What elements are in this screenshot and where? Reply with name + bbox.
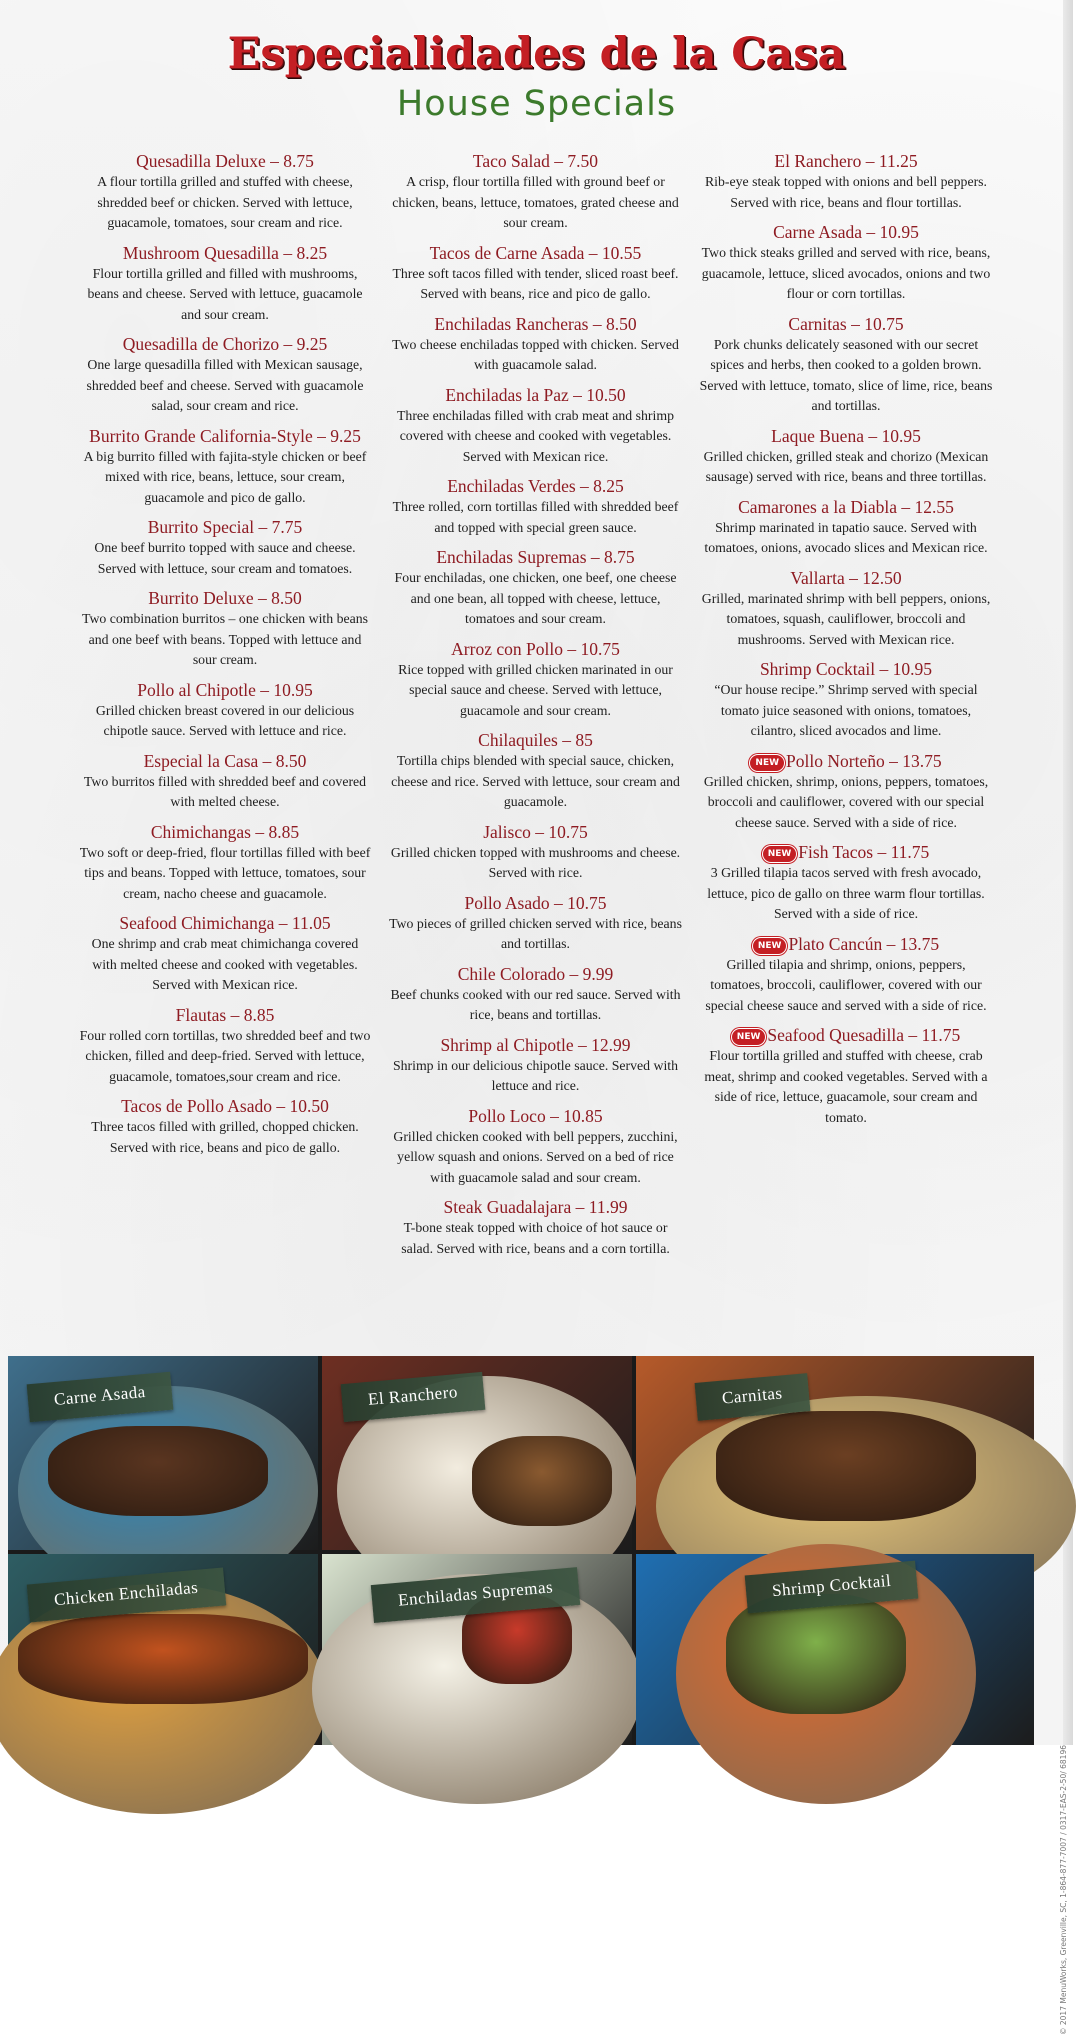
- menu-item: [389, 892, 683, 955]
- menu-item-description: Two thick steaks grilled and served with rice, beans, guacamole, lettuce, sliced avocados, onions and two flour or corn tortillas.: [701, 245, 991, 301]
- menu-item: [699, 496, 993, 559]
- menu-item-title: Enchiladas Supremas – 8.75: [436, 547, 635, 567]
- menu-item-description: Grilled chicken topped with mushrooms and cheese. Served with rice.: [390, 844, 681, 880]
- menu-item-name: [389, 638, 683, 660]
- menu-item-name: [699, 221, 993, 243]
- menu-item-name: [78, 242, 372, 264]
- new-badge: NEW: [763, 846, 797, 862]
- menu-item-description: One large quesadilla filled with Mexican sausage, shredded beef and cheese. Served with guacamole salad, sour cream and rice.: [86, 357, 364, 413]
- menu-item-description: Flour tortilla grilled and stuffed with cheese, crab meat, shrimp and cooked vegetables. Served with a side of rice, lettuce, guacamole, sour cream and tomato.: [704, 1048, 988, 1125]
- menu-item-title: Camarones a la Diabla – 12.55: [738, 496, 954, 517]
- menu-item-name: [389, 892, 683, 914]
- menu-item-name: [699, 567, 993, 589]
- menu-item-title: Tacos de Carne Asada – 10.55: [429, 242, 642, 263]
- menu-item-title: Seafood Chimichanga – 11.05: [119, 913, 331, 933]
- photo-caption: Enchiladas Supremas: [371, 1567, 581, 1623]
- menu-item-title: Burrito Special – 7.75: [147, 517, 303, 537]
- menu-item-description: A flour tortilla grilled and stuffed with cheese, shredded beef or chicken. Served with lettuce, guacamole, tomatoes, sour cream and rice.: [97, 174, 353, 230]
- menu-item-description: Shrimp marinated in tapatio sauce. Served with tomatoes, onions, avocado slices and Mexican rice.: [704, 519, 988, 555]
- menu-item-title: Pollo Asado – 10.75: [464, 892, 607, 913]
- menu-item-description: Pork chunks delicately seasoned with our secret spices and herbs, then cooked to a golden brown. Served with lettuce, tomato, slice of lime, rice, beans and tortillas.: [699, 336, 993, 413]
- menu-item: [699, 425, 993, 488]
- menu-item-title: Vallarta – 12.50: [790, 567, 902, 588]
- menu-item-name: [78, 1004, 372, 1026]
- menu-item-name: [389, 963, 683, 985]
- menu-item-name: [78, 1095, 372, 1117]
- menu-item-title: Carnitas – 10.75: [788, 313, 904, 334]
- menu-item: [78, 587, 372, 671]
- menu-item-name: [699, 1024, 993, 1046]
- menu-item-title: Pollo al Chipotle – 10.95: [137, 679, 313, 700]
- menu-item-title: Enchiladas Verdes – 8.25: [447, 476, 624, 496]
- menu-item: [389, 384, 683, 468]
- menu-item-name: [699, 750, 993, 772]
- menu-item-name: [389, 1105, 683, 1127]
- menu-item: [389, 150, 683, 234]
- menu-item-title: Steak Guadalajara – 11.99: [443, 1197, 628, 1217]
- menu-item-name: [78, 425, 372, 447]
- food-photo: [636, 1356, 1034, 1550]
- menu-item-description: Four rolled corn tortillas, two shredded beef and two chicken, filled and deep-fried. Served with lettuce, guacamole, tomatoes,sour cream and rice.: [79, 1027, 371, 1084]
- menu-item-name: [78, 750, 372, 772]
- menu-item: [78, 750, 372, 813]
- menu-item: [78, 242, 372, 326]
- menu-columns: [78, 150, 993, 1345]
- menu-column: [699, 150, 993, 1345]
- menu-item-description: Shrimp in our delicious chipotle sauce. Served with lettuce and rice.: [392, 1057, 679, 1093]
- menu-item-name: [389, 1196, 683, 1218]
- food-shape: [18, 1614, 308, 1704]
- menu-item-description: Two pieces of grilled chicken served with rice, beans and tortillas.: [389, 915, 682, 951]
- menu-item-description: Tortilla chips blended with special sauce, chicken, cheese and rice. Served with lettuce, sour cream and guacamole.: [391, 753, 680, 809]
- menu-item-description: Grilled chicken cooked with bell peppers, zucchini, yellow squash and onions. Served on a bed of rice with guacamole salad and sour cream.: [393, 1128, 678, 1185]
- menu-item-title: Enchiladas la Paz – 10.50: [445, 384, 626, 405]
- menu-item-name: [78, 912, 372, 934]
- menu-column: [389, 150, 683, 1345]
- menu-item-description: One beef burrito topped with sauce and cheese. Served with lettuce, sour cream and tomatoes.: [94, 540, 356, 576]
- menu-item-description: Three enchiladas filled with crab meat and shrimp covered with cheese and cooked with vegetables. Served with Mexican rice.: [397, 407, 674, 464]
- menu-item: [699, 313, 993, 417]
- menu-item-name: [389, 821, 683, 843]
- food-photo: [636, 1554, 1034, 1745]
- food-photo: [8, 1356, 318, 1550]
- menu-item-title: Quesadilla Deluxe – 8.75: [136, 151, 314, 171]
- menu-header: [0, 28, 1073, 126]
- menu-item: [699, 1024, 993, 1128]
- photo-caption: El Ranchero: [341, 1372, 486, 1422]
- menu-item-description: Three rolled, corn tortillas filled with shredded beef and topped with special green sauce.: [392, 499, 679, 535]
- menu-item-description: T-bone steak topped with choice of hot sauce or salad. Served with rice, beans and a corn tortilla.: [401, 1220, 670, 1256]
- menu-item-name: [389, 546, 683, 568]
- menu-item: [78, 912, 372, 996]
- title-spanish: Especialidades de la Casa: [227, 29, 846, 79]
- food-shape: [48, 1426, 268, 1516]
- menu-item-name: [389, 475, 683, 497]
- menu-item-title: Burrito Deluxe – 8.50: [148, 588, 302, 608]
- menu-item-description: Flour tortilla grilled and filled with mushrooms, beans and cheese. Served with lettuce, guacamole and sour cream.: [87, 265, 363, 322]
- menu-item-title: Shrimp al Chipotle – 12.99: [440, 1034, 631, 1055]
- menu-item: [699, 567, 993, 651]
- menu-item: [78, 333, 372, 417]
- photo-caption: Carnitas: [695, 1373, 811, 1421]
- menu-item-name: [699, 313, 993, 335]
- menu-item-description: “Our house recipe.” Shrimp served with special tomato juice seasoned with onions, tomatoes, cilantro, sliced avocados and lime.: [714, 682, 978, 738]
- menu-item: [389, 1196, 683, 1259]
- new-badge: NEW: [750, 755, 784, 771]
- photo-caption: Shrimp Cocktail: [745, 1561, 919, 1614]
- menu-item-title: Jalisco – 10.75: [483, 821, 588, 842]
- menu-item: [389, 475, 683, 538]
- food-photo: [322, 1356, 632, 1550]
- menu-item: [699, 150, 993, 213]
- menu-item-title: Burrito Grande California-Style – 9.25: [89, 425, 361, 446]
- menu-item-name: [78, 821, 372, 843]
- menu-item: [78, 821, 372, 905]
- photo-caption: Carne Asada: [27, 1372, 174, 1422]
- menu-item-description: Two cheese enchiladas topped with chicken. Served with guacamole salad.: [392, 336, 679, 372]
- menu-item-description: Rice topped with grilled chicken marinated in our special sauce and cheese. Served with lettuce, guacamole and sour cream.: [398, 661, 673, 718]
- menu-item-title: Taco Salad – 7.50: [472, 151, 599, 171]
- menu-item-name: [699, 658, 993, 680]
- menu-item-name: [389, 150, 683, 172]
- menu-item-title: El Ranchero – 11.25: [774, 151, 918, 171]
- menu-item-name: [389, 1034, 683, 1056]
- title-english: House Specials: [396, 84, 677, 124]
- menu-item-name: [699, 425, 993, 447]
- menu-item: [699, 933, 993, 1017]
- menu-item-description: Two burritos filled with shredded beef and covered with melted cheese.: [83, 773, 367, 809]
- menu-item: [389, 821, 683, 884]
- menu-item-description: Grilled chicken, shrimp, onions, peppers, tomatoes, broccoli and cauliflower, covered with our special cheese sauce. Served with a side of rice.: [703, 773, 989, 830]
- food-photo-strip: [8, 1356, 1034, 1745]
- menu-item-title: Tacos de Pollo Asado – 10.50: [121, 1096, 329, 1116]
- menu-item-title: Pollo Loco – 10.85: [468, 1105, 603, 1126]
- menu-item-name: [78, 587, 372, 609]
- menu-item-title: Chimichangas – 8.85: [150, 821, 300, 842]
- menu-item-title: Chilaquiles – 85: [478, 730, 593, 750]
- menu-item: [78, 150, 372, 234]
- menu-item-name: [389, 729, 683, 751]
- menu-item: [389, 1034, 683, 1097]
- menu-item-description: Grilled chicken, grilled steak and chorizo (Mexican sausage) served with rice, beans and three tortillas.: [703, 448, 989, 484]
- menu-item-name: [699, 496, 993, 518]
- menu-item-title: Flautas – 8.85: [175, 1004, 275, 1025]
- menu-item-title: Quesadilla de Chorizo – 9.25: [122, 334, 328, 354]
- new-badge: NEW: [753, 938, 787, 954]
- menu-item-name: [389, 313, 683, 335]
- new-badge: NEW: [732, 1029, 766, 1045]
- menu-item-description: Beef chunks cooked with our red sauce. Served with rice, beans and tortillas.: [390, 986, 681, 1022]
- menu-item-description: 3 Grilled tilapia tacos served with fresh avocado, lettuce, pico de gallo on three warm flour tortillas. Served with a side of rice.: [707, 865, 985, 921]
- food-photo: [8, 1554, 318, 1745]
- menu-item-title: Especial la Casa – 8.50: [143, 750, 307, 771]
- menu-item: [699, 750, 993, 834]
- menu-item-title: Enchiladas Rancheras – 8.50: [434, 313, 637, 334]
- menu-item-description: Grilled, marinated shrimp with bell peppers, onions, tomatoes, squash, cauliflower, broccoli and mushrooms. Served with Mexican rice.: [701, 590, 991, 647]
- food-shape: [472, 1436, 612, 1526]
- menu-item: [699, 658, 993, 742]
- menu-item-description: Four enchiladas, one chicken, one beef, one cheese and one bean, all topped with cheese, lettuce, tomatoes and sour cream.: [394, 570, 677, 626]
- menu-item-name: [699, 841, 993, 863]
- menu-item: [78, 1004, 372, 1088]
- menu-item-description: Two soft or deep-fried, flour tortillas filled with beef tips and beans. Topped with lettuce, tomatoes, sour cream, nacho cheese and guacamole.: [79, 844, 371, 901]
- menu-item-name: [699, 150, 993, 172]
- menu-item: [699, 841, 993, 925]
- menu-item-name: [78, 150, 372, 172]
- menu-item: [78, 1095, 372, 1158]
- menu-item-description: A big burrito filled with fajita-style chicken or beef mixed with rice, beans, lettuce, sour cream, guacamole and pico de gallo.: [83, 448, 367, 505]
- menu-item-title: Pollo Norteño – 13.75: [786, 750, 942, 771]
- menu-item-title: Plato Cancún – 13.75: [788, 933, 940, 954]
- menu-item: [389, 963, 683, 1026]
- menu-column: [78, 150, 372, 1345]
- menu-item-description: One shrimp and crab meat chimichanga covered with melted cheese and cooked with vegetables. Served with Mexican rice.: [91, 936, 359, 992]
- menu-item-description: Grilled chicken breast covered in our delicious chipotle sauce. Served with lettuce and rice.: [95, 702, 355, 738]
- menu-item: [389, 242, 683, 305]
- menu-item: [389, 729, 683, 813]
- menu-item-title: Mushroom Quesadilla – 8.25: [122, 242, 328, 263]
- copyright-note: © 2017 MenuWorks, Greenville, SC, 1-864-877-7007 / 0317-EAS-2-50/ 68196: [1059, 1745, 1068, 2035]
- menu-item-name: [78, 516, 372, 538]
- menu-item-description: Two combination burritos – one chicken with beans and one beef with beans. Topped with lettuce and sour cream.: [81, 611, 369, 667]
- menu-item: [78, 516, 372, 579]
- menu-item-title: Seafood Quesadilla – 11.75: [767, 1025, 961, 1045]
- menu-item-description: Rib-eye steak topped with onions and bell peppers. Served with rice, beans and flour tortillas.: [704, 174, 987, 210]
- menu-item: [699, 221, 993, 305]
- menu-item-name: [389, 384, 683, 406]
- menu-item-description: Three soft tacos filled with tender, sliced roast beef. Served with beans, rice and pico de gallo.: [392, 265, 679, 301]
- menu-item-name: [78, 679, 372, 701]
- menu-item: [389, 546, 683, 630]
- menu-item-title: Carne Asada – 10.95: [773, 222, 919, 242]
- menu-item-title: Fish Tacos – 11.75: [798, 842, 930, 862]
- menu-item-title: Shrimp Cocktail – 10.95: [759, 659, 933, 679]
- menu-item-title: Laque Buena – 10.95: [771, 425, 921, 446]
- menu-item-description: Grilled tilapia and shrimp, onions, peppers, tomatoes, broccoli, cauliflower, covered with our special cheese sauce and served with a side of rice.: [705, 956, 987, 1013]
- menu-item: [78, 679, 372, 742]
- menu-item: [389, 638, 683, 722]
- menu-item: [78, 425, 372, 509]
- photo-caption: Chicken Enchiladas: [27, 1568, 226, 1623]
- menu-item-description: Three tacos filled with grilled, chopped chicken. Served with rice, beans and pico de gallo.: [91, 1119, 359, 1155]
- menu-item-name: [389, 242, 683, 264]
- menu-item: [389, 313, 683, 376]
- food-photo: [322, 1554, 632, 1745]
- menu-item-name: [699, 933, 993, 955]
- menu-item-name: [78, 333, 372, 355]
- food-shape: [716, 1411, 976, 1521]
- menu-item-title: Chile Colorado – 9.99: [457, 963, 614, 984]
- menu-item-title: Arroz con Pollo – 10.75: [451, 638, 620, 659]
- menu-item: [389, 1105, 683, 1189]
- menu-item-description: A crisp, flour tortilla filled with ground beef or chicken, beans, lettuce, tomatoes, grated cheese and sour cream.: [392, 174, 679, 230]
